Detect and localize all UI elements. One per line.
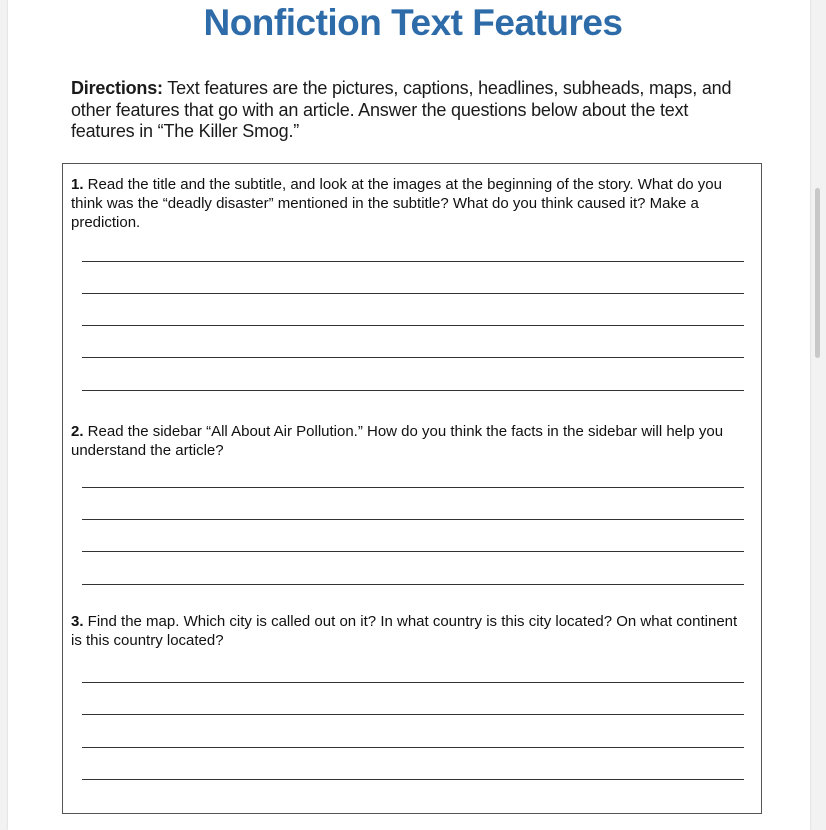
directions-text: Text features are the pictures, captions, headlines, subheads, maps, and other features that go with an article. Answer the questions below about the text features in “The Killer Smog.” bbox=[71, 78, 732, 141]
question-number: 3. bbox=[71, 613, 84, 630]
answer-line[interactable] bbox=[82, 714, 744, 715]
answer-line[interactable] bbox=[82, 779, 744, 780]
directions-label: Directions: bbox=[71, 78, 163, 98]
question-text: Find the map. Which city is called out on it? In what country is this city located? On what continent is this country located? bbox=[71, 613, 738, 649]
answer-line[interactable] bbox=[82, 261, 744, 262]
answer-line[interactable] bbox=[82, 390, 744, 391]
page-title: Nonfiction Text Features bbox=[203, 2, 623, 43]
answer-line[interactable] bbox=[82, 293, 744, 294]
answer-line[interactable] bbox=[82, 682, 744, 683]
answer-line[interactable] bbox=[82, 357, 744, 358]
answer-line[interactable] bbox=[82, 551, 744, 552]
question-number: 1. bbox=[71, 176, 84, 193]
scrollbar[interactable] bbox=[815, 188, 820, 358]
question-text: Read the sidebar “All About Air Pollution.” How do you think the facts in the sidebar will help you understand the article? bbox=[71, 423, 724, 459]
answer-line[interactable] bbox=[82, 487, 744, 488]
answer-line[interactable] bbox=[82, 325, 744, 326]
question-1 bbox=[71, 175, 751, 232]
question-text: Read the title and the subtitle, and look at the images at the beginning of the story. What do you think was the “deadly disaster” mentioned in the subtitle? What do you think caused it? Make a prediction. bbox=[71, 176, 722, 231]
answer-line[interactable] bbox=[82, 584, 744, 585]
question-2 bbox=[71, 422, 751, 460]
question-3 bbox=[71, 612, 751, 650]
question-number: 2. bbox=[71, 423, 84, 440]
answer-line[interactable] bbox=[82, 519, 744, 520]
directions bbox=[71, 78, 751, 143]
answer-line[interactable] bbox=[82, 747, 744, 748]
